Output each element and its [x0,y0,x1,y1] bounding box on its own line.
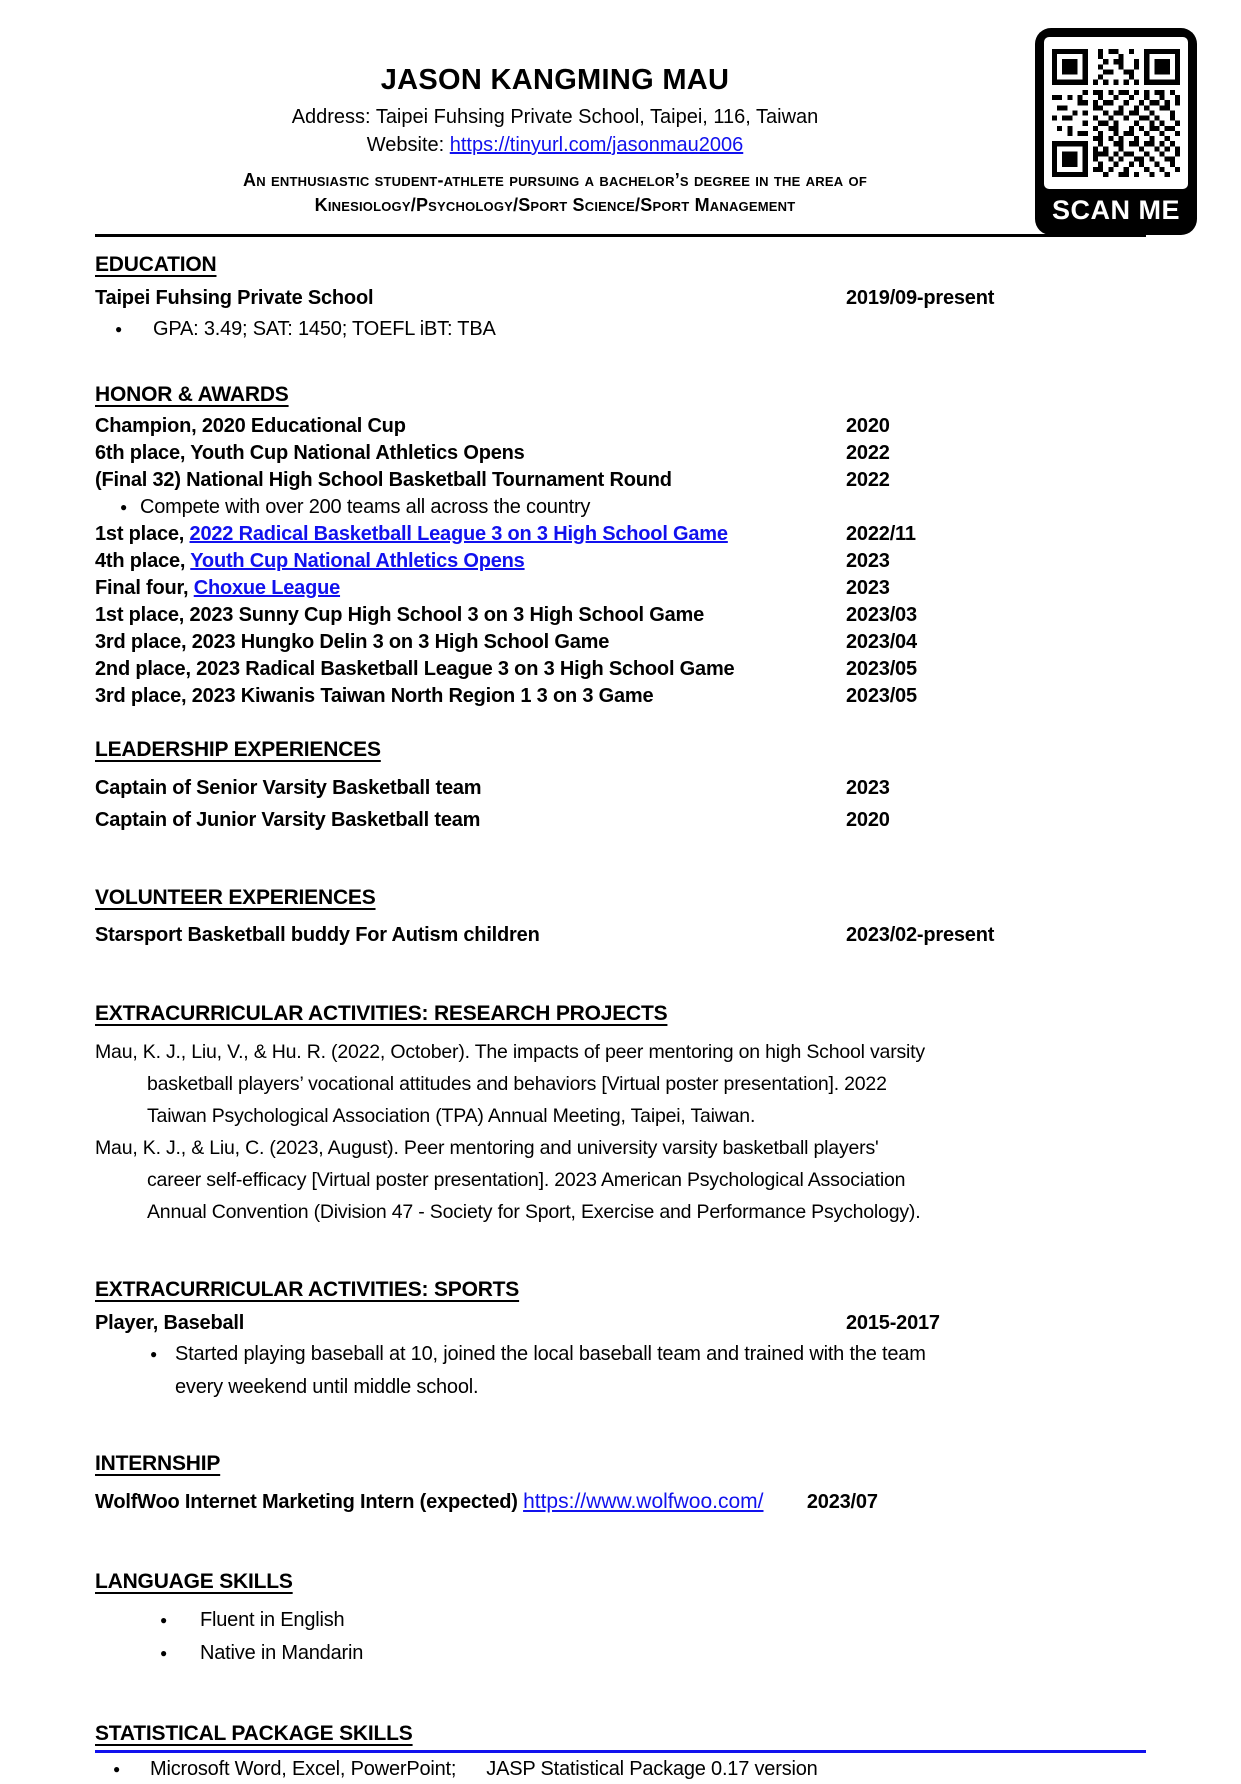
statistics-part2: JASP Statistical Package 0.17 version [486,1758,818,1780]
internship-link[interactable]: https://www.wolfwoo.com/ [523,1490,764,1513]
honor-title: 3rd place, 2023 Kiwanis Taiwan North Region 1 3 on 3 Game [95,685,654,707]
honor-prefix: 4th place, [95,550,191,572]
statistics-part1: Microsoft Word, Excel, PowerPoint; [150,1758,457,1780]
honor-date: 2023 [846,577,890,599]
honor-title: Champion, 2020 Educational Cup [95,415,406,437]
honor-row-linked [95,575,1146,602]
tagline-line1: An enthusiastic student-athlete pursuing a bachelor’s degree in the area of [243,170,867,190]
internship-row [95,1486,1146,1518]
qr-image [1052,49,1180,177]
leadership-heading: LEADERSHIP EXPERIENCES [95,738,381,761]
citation-line: basketball players’ vocational attitudes and behaviors [Virtual poster presentation]. 2022 [147,1073,887,1095]
sports-bullet-line: every weekend until middle school. [175,1376,479,1398]
leadership-row [95,772,1146,804]
education-bullet-text: GPA: 3.49; SAT: 1450; TOEFL iBT: TBA [153,318,496,340]
honor-title: 6th place, Youth Cup National Athletics Opens [95,442,525,464]
tagline-line2: Kinesiology/Psychology/Sport Science/Sport Management [314,195,796,215]
section-internship [95,1450,1146,1518]
language-bullet-text: Fluent in English [200,1609,345,1631]
honor-prefix: 1st place, [95,523,190,545]
honor-row [95,413,1146,440]
volunteer-date: 2023/02-present [846,924,995,946]
leadership-date: 2020 [846,809,890,831]
honor-row-linked [95,521,1146,548]
section-leadership [95,736,1146,836]
internship-heading: INTERNSHIP [95,1452,221,1475]
citation-1 [95,1036,1146,1132]
honor-link[interactable]: 2022 Radical Basketball League 3 on 3 High School Game [189,523,728,545]
section-education [95,251,1146,345]
honor-link[interactable]: Youth Cup National Athletics Opens [190,550,525,572]
address-value: Taipei Fuhsing Private School, Taipei, 116, Taiwan [375,106,819,128]
honors-heading: HONOR & AWARDS [95,383,289,406]
honor-title: (Final 32) National High School Basketball Tournament Round [95,469,672,491]
volunteer-row [95,920,1146,950]
sports-bullet [95,1338,1146,1404]
section-volunteer [95,884,1146,950]
website-line [95,132,1015,159]
bullet-icon: ● [120,500,128,514]
bullet-icon: ● [115,322,123,336]
sports-bullet-line: Started playing baseball at 10, joined the local baseball team and trained with the team [175,1343,926,1365]
internship-role: WolfWoo Internet Marketing Intern (expected) [95,1491,518,1513]
honor-date: 2023/05 [846,685,917,707]
honor-title: 2nd place, 2023 Radical Basketball League 3 on 3 High School Game [95,658,735,680]
language-bullet [95,1604,1146,1637]
leadership-title: Captain of Junior Varsity Basketball team [95,809,481,831]
section-language [95,1568,1146,1670]
citation-line: Mau, K. J., Liu, V., & Hu. R. (2022, October). The impacts of peer mentoring on high School varsity [95,1041,925,1063]
honor-row [95,440,1146,467]
qr-pattern [1044,37,1188,189]
sports-heading: EXTRACURRICULAR ACTIVITIES: SPORTS [95,1278,520,1301]
address-label: Address: [291,106,376,128]
honor-date: 2023/05 [846,658,917,680]
honor-note-text: Compete with over 200 teams all across the country [140,496,591,518]
school-name: Taipei Fuhsing Private School [95,287,374,309]
bullet-icon: ● [150,1347,158,1361]
bullet-icon: ● [160,1646,168,1660]
honor-prefix: Final four, [95,577,194,599]
education-heading: EDUCATION [95,253,217,276]
citation-line: Mau, K. J., & Liu, C. (2023, August). Peer mentoring and university varsity basketball players' [95,1137,879,1159]
language-bullet [95,1637,1146,1670]
qr-code [1035,28,1197,235]
education-bullet [95,313,1146,345]
section-sports [95,1276,1146,1404]
honor-date: 2020 [846,415,890,437]
leadership-row [95,804,1146,836]
honor-date: 2022 [846,469,890,491]
page-bottom-divider [95,1750,1146,1753]
honor-date: 2022/11 [846,523,916,545]
honor-date: 2023/03 [846,604,917,626]
language-bullet-text: Native in Mandarin [200,1642,364,1664]
resume-header [95,0,1015,218]
bullet-icon: ● [160,1613,168,1627]
candidate-name: JASON KANGMING MAU [380,64,730,96]
website-label: Website: [366,134,450,156]
honor-row [95,629,1146,656]
language-heading: LANGUAGE SKILLS [95,1570,293,1593]
honor-row [95,467,1146,494]
research-heading: EXTRACURRICULAR ACTIVITIES: RESEARCH PROJECTS [95,1002,668,1025]
header-divider [95,234,1146,237]
honor-note-bullet [95,494,1146,521]
honor-row-linked [95,548,1146,575]
internship-date: 2023/07 [806,1491,878,1513]
education-row [95,283,1146,313]
bullet-icon: ● [113,1762,121,1776]
sports-date: 2015-2017 [846,1312,940,1334]
citation-line: career self-efficacy [Virtual poster presentation]. 2023 American Psychological Association [147,1169,906,1191]
honor-title: 3rd place, 2023 Hungko Delin 3 on 3 High School Game [95,631,610,653]
honor-date: 2023/04 [846,631,917,653]
honor-row [95,683,1146,710]
honor-date: 2022 [846,442,890,464]
leadership-date: 2023 [846,777,890,799]
section-honors [95,381,1146,710]
statistics-bullet [95,1754,1146,1784]
citation-line: Taiwan Psychological Association (TPA) Annual Meeting, Taipei, Taiwan. [147,1105,756,1127]
section-research [95,1000,1146,1228]
citation-line: Annual Convention (Division 47 - Society for Sport, Exercise and Performance Psychology). [147,1201,921,1223]
education-date: 2019/09-present [846,287,995,309]
honor-link[interactable]: Choxue League [193,577,341,599]
website-link[interactable]: https://tinyurl.com/jasonmau2006 [449,134,744,156]
volunteer-title: Starsport Basketball buddy For Autism children [95,924,540,946]
honor-date: 2023 [846,550,890,572]
honor-title: 1st place, 2023 Sunny Cup High School 3 on 3 High School Game [95,604,705,626]
leadership-title: Captain of Senior Varsity Basketball team [95,777,482,799]
address-line [95,104,1015,131]
statistics-heading: STATISTICAL PACKAGE SKILLS [95,1722,413,1745]
citation-2 [95,1132,1146,1228]
honor-row [95,602,1146,629]
sports-title: Player, Baseball [95,1312,245,1334]
honor-row [95,656,1146,683]
qr-scan-me-label: SCAN ME [1051,195,1180,225]
volunteer-heading: VOLUNTEER EXPERIENCES [95,886,376,909]
sports-row [95,1308,1146,1338]
